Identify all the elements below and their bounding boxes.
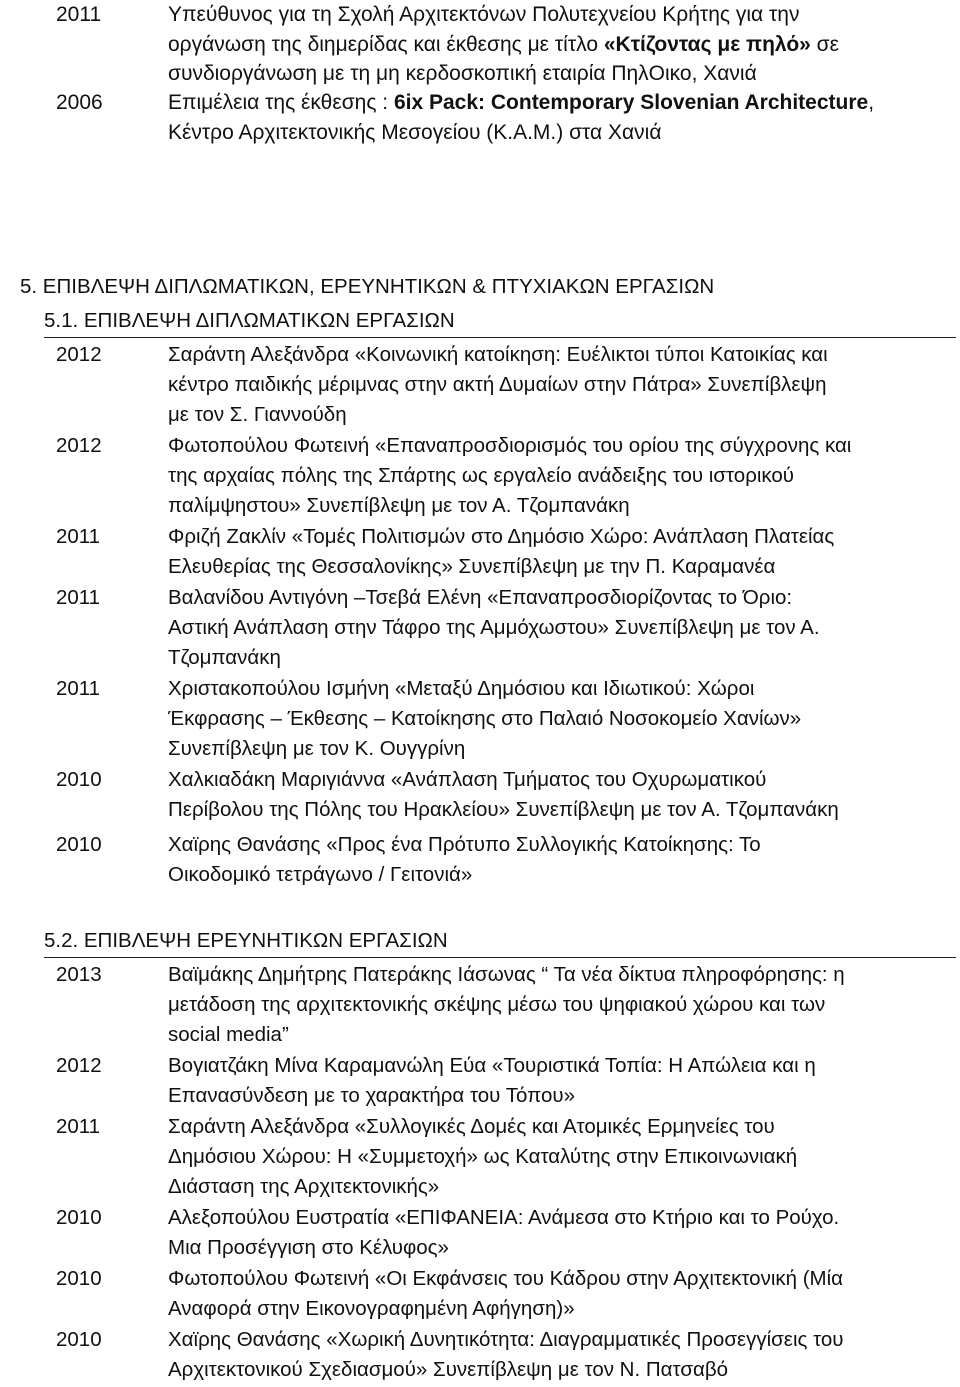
entry-line [168, 1142, 797, 1172]
entry-line [168, 1294, 843, 1324]
entry-text [168, 583, 820, 673]
entry-line [168, 1203, 839, 1233]
entry-text-run: Φωτοπούλου Φωτεινή «Επαναπροσδιορισμός του ορίου της σύγχρονης και [168, 434, 852, 457]
entry-text-run: μετάδοση της αρχιτεκτονικής σκέψης μέσω του ψηφιακού χώρου και των [168, 993, 826, 1016]
entry-line [168, 340, 828, 370]
entry-line [168, 370, 828, 400]
heading-underline [44, 337, 956, 338]
entry-line [168, 583, 820, 613]
entry-line [168, 491, 851, 521]
subsection-heading: 5.1. ΕΠΙΒΛΕΨΗ ΔΙΠΛΩΜΑΤΙΚΩΝ ΕΡΓΑΣΙΩΝ [44, 309, 455, 332]
entry-text-run: Συνεπίβλεψη με τον Κ. Ουγγρίνη [168, 737, 466, 760]
entry-text [168, 830, 761, 890]
entry-text-run: Σαράντη Αλεξάνδρα «Κοινωνική κατοίκηση: Ευέλικτοι τύποι Κατοικίας και [168, 343, 828, 366]
subsection-heading: 5.2. ΕΠΙΒΛΕΨΗ ΕΡΕΥΝΗΤΙΚΩΝ ΕΡΓΑΣΙΩΝ [44, 929, 448, 952]
entry-line [168, 990, 845, 1020]
entry-year: 2011 [56, 525, 101, 548]
entry-line [168, 1264, 843, 1294]
entry-year: 2011 [56, 586, 101, 609]
entry-text [168, 765, 839, 825]
entry-text [168, 1203, 839, 1263]
entry-year: 2012 [56, 1054, 102, 1077]
entry-line [168, 734, 801, 764]
entry-line [168, 1233, 839, 1263]
entry-line [168, 88, 874, 118]
entry-text-run: της αρχαίας πόλης της Σπάρτης ως εργαλείο ανάδειξης του ιστορικού [168, 464, 795, 487]
entry-bold-run: 6ix Pack: Contemporary Slovenian Architecture [393, 91, 869, 114]
entry-year: 2013 [56, 963, 102, 986]
entry-text-run: social media” [168, 1023, 289, 1046]
entry-text-run: Αλεξοπούλου Ευστρατία «ΕΠΙΦΑΝΕΙΑ: Ανάμεσα στο Κτήριο και το Ρούχο. [168, 1206, 840, 1229]
entry-text-run: Ελευθερίας της Θεσσαλονίκης» Συνεπίβλεψη με την Π. Καραμανέα [168, 555, 776, 578]
entry-year: 2010 [56, 768, 102, 791]
entry-year: 2012 [56, 434, 102, 457]
entry-line [168, 522, 834, 552]
entry-text [168, 1051, 816, 1111]
entry-line [168, 1172, 797, 1202]
entry-line [168, 1325, 844, 1355]
entry-line [168, 613, 820, 643]
entry-text-run: Χαλκιαδάκη Μαριγιάννα «Ανάπλαση Τμήματος του Οχυρωματικού [168, 768, 767, 791]
entry-line [168, 795, 839, 825]
entry-text-run: Φριζή Ζακλίν «Τομές Πολιτισμών στο Δημόσιο Χώρο: Ανάπλαση Πλατείας [168, 525, 835, 548]
heading-underline [44, 957, 956, 958]
entry-text-run: Φωτοπούλου Φωτεινή «Οι Εκφάνσεις του Κάδρου στην Αρχιτεκτονική (Μία [168, 1267, 844, 1290]
entry-year: 2011 [56, 677, 101, 700]
entry-text-run: κέντρο παιδικής μέριμνας στην ακτή Δυμαίων στην Πάτρα» Συνεπίβλεψη [168, 373, 827, 396]
entry-text-run: Κέντρο Αρχιτεκτονικής Μεσογείου (Κ.Α.Μ.) στα Χανιά [168, 120, 662, 144]
entry-text [168, 1325, 844, 1385]
entry-text-run: Αρχιτεκτονικού Σχεδιασμού» Συνεπίβλεψη με τον Ν. Πατσαβό [168, 1358, 729, 1381]
entry-line [168, 860, 761, 890]
entry-text-run: , [868, 91, 875, 114]
entry-year: 2010 [56, 833, 102, 856]
entry-line [168, 118, 874, 148]
entry-line [168, 765, 839, 795]
entry-text-run: συνδιοργάνωση με τη μη κερδοσκοπική εταιρία ΠηλΟικο, Χανιά [168, 62, 757, 85]
entry-text-run: σε [810, 32, 840, 56]
entry-line [168, 59, 839, 89]
entry-line [168, 0, 839, 30]
entry-text [168, 960, 845, 1050]
section-heading: 5. ΕΠΙΒΛΕΨΗ ΔΙΠΛΩΜΑΤΙΚΩΝ, ΕΡΕΥΝΗΤΙΚΩΝ & ΠΤΥΧΙΑΚΩΝ ΕΡΓΑΣΙΩΝ [20, 275, 715, 298]
entry-line [168, 1112, 797, 1142]
entry-text [168, 431, 851, 521]
entry-text [168, 1112, 797, 1202]
entry-text-run: Σαράντη Αλεξάνδρα «Συλλογικές Δομές και Ατομικές Ερμηνείες του [168, 1115, 775, 1138]
entry-line [168, 643, 820, 673]
entry-text-run: Αναφορά στην Εικονογραφημένη Αφήγηση)» [168, 1297, 575, 1320]
entry-line [168, 1020, 845, 1050]
entry-text [168, 522, 834, 582]
entry-line [168, 552, 834, 582]
entry-text-run: Έκφρασης – Έκθεσης – Κατοίκησης στο Παλαιό Νοσοκομείο Χανίων» [168, 707, 802, 730]
entry-text-run: Βαλανίδου Αντιγόνη –Τσεβά Ελένη «Επαναπροσδιορίζοντας το Όριο: [168, 586, 793, 609]
entry-line [168, 400, 828, 430]
entry-text-run: Χαϊρης Θανάσης «Χωρική Δυνητικότητα: Διαγραμματικές Προσεγγίσεις του [168, 1328, 844, 1351]
entry-year: 2012 [56, 343, 102, 366]
entry-bold-run: «Κτίζοντας με πηλό» [603, 32, 811, 56]
entry-line [168, 960, 845, 990]
entry-text [168, 340, 828, 430]
entry-text [168, 1264, 843, 1324]
entry-text-run: Βαϊμάκης Δημήτρης Πατεράκης Ιάσωνας “ Τα νέα δίκτυα πληροφόρησης: η [168, 963, 845, 986]
entry-text [168, 0, 839, 89]
entry-text-run: Τζομπανάκη [168, 646, 281, 669]
entry-text-run: Αστική Ανάπλαση στην Τάφρο της Αμμόχωστου» Συνεπίβλεψη με τον Α. [168, 616, 820, 639]
entry-line [168, 461, 851, 491]
entry-text-run: παλίμψηστου» Συνεπίβλεψη με τον Α. Τζομπανάκη [168, 494, 630, 517]
entry-text-run: Διάσταση της Αρχιτεκτονικής» [168, 1175, 440, 1198]
entry-text-run: Χριστακοπούλου Ισμήνη «Μεταξύ Δημόσιου και Ιδιωτικού: Χώροι [168, 677, 755, 700]
entry-text-run: Υπεύθυνος για τη Σχολή Αρχιτεκτόνων Πολυτεχνείου Κρήτης για την [168, 3, 800, 26]
entry-year: 2006 [56, 91, 103, 114]
entry-text-run: Δημόσιου Χώρου: Η «Συμμετοχή» ως Καταλύτης στην Επικοινωνιακή [168, 1145, 798, 1168]
entry-line [168, 704, 801, 734]
entry-line [168, 431, 851, 461]
entry-line [168, 30, 839, 60]
entry-text-run: Βογιατζάκη Μίνα Καραμανώλη Εύα «Τουριστικά Τοπία: Η Απώλεια και η [168, 1054, 816, 1077]
entry-line [168, 830, 761, 860]
entry-text [168, 674, 801, 764]
entry-line [168, 1355, 844, 1385]
entry-text-run: με τον Σ. Γιαννούδη [168, 403, 347, 426]
entry-text-run: Περίβολου της Πόλης του Ηρακλείου» Συνεπίβλεψη με τον Α. Τζομπανάκη [168, 798, 839, 821]
entry-text-run: Μια Προσέγγιση στο Κέλυφος» [168, 1236, 449, 1259]
entry-text-run: οργάνωση της διημερίδας και έκθεσης με τίτλο [168, 32, 604, 56]
entry-year: 2010 [56, 1267, 102, 1290]
entry-year: 2011 [56, 1115, 101, 1138]
entry-text-run: Επανασύνδεση με το χαρακτήρα του Τόπου» [168, 1084, 575, 1107]
entry-year: 2010 [56, 1206, 102, 1229]
entry-year: 2010 [56, 1328, 102, 1351]
entry-text-run: Χαϊρης Θανάσης «Προς ένα Πρότυπο Συλλογικής Κατοίκησης: Το [168, 833, 761, 856]
entry-line [168, 1081, 816, 1111]
entry-text-run: Επιμέλεια της έκθεσης : [168, 91, 394, 114]
entry-line [168, 674, 801, 704]
entry-year: 2011 [56, 3, 102, 26]
entry-line [168, 1051, 816, 1081]
entry-text-run: Οικοδομικό τετράγωνο / Γειτονιά» [168, 863, 473, 886]
entry-text [168, 88, 874, 147]
